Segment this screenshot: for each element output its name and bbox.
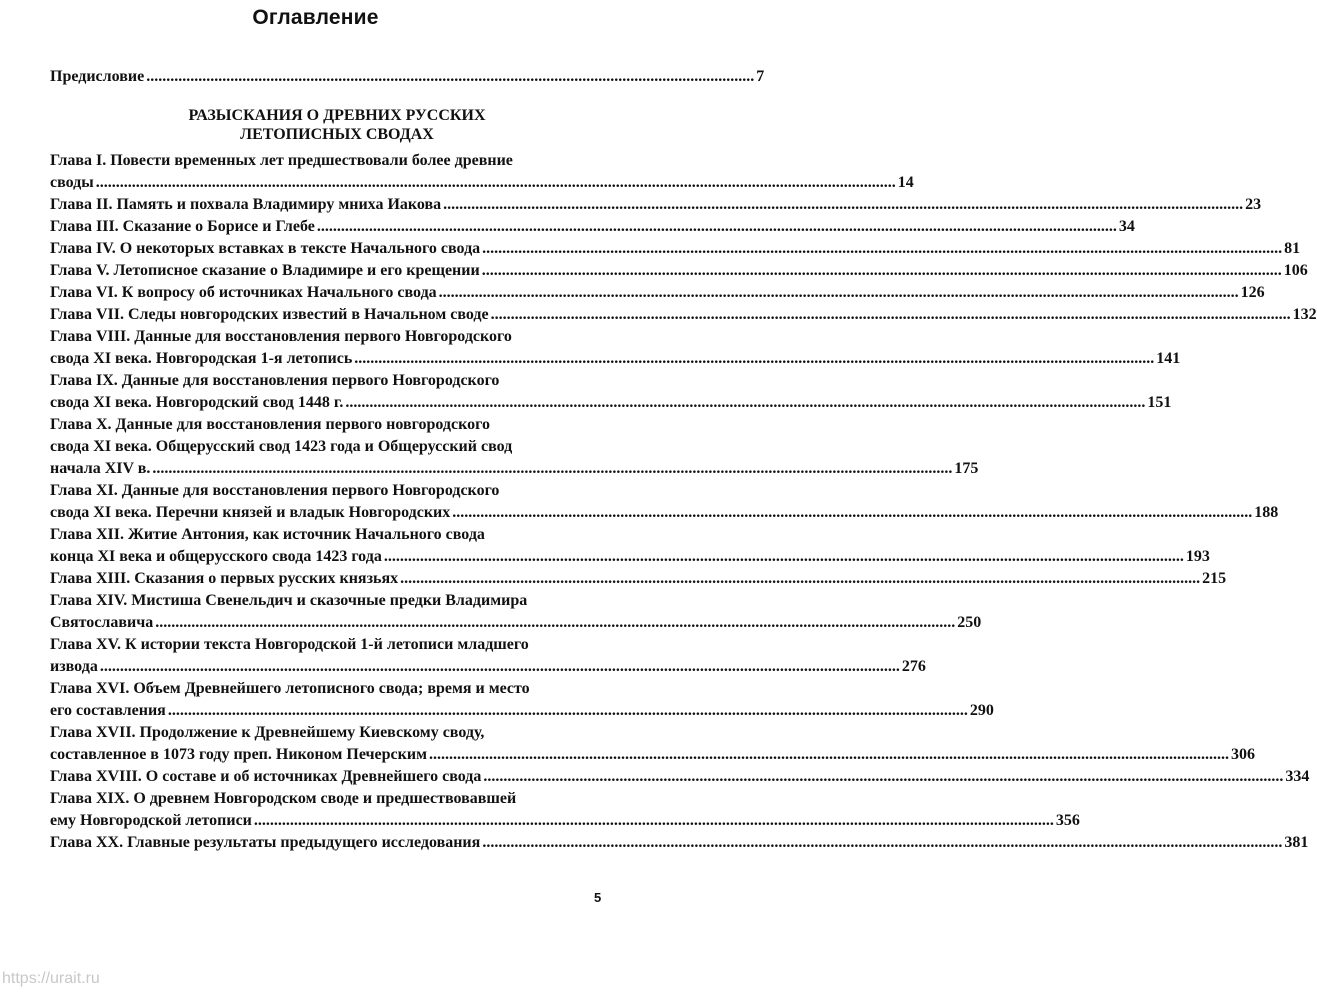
toc-entry-title-line: Глава II. Память и похвала Владимиру мниха Иакова	[50, 196, 442, 213]
toc-entry-chapter[interactable]	[50, 524, 1210, 568]
toc-entry-page: 23	[1245, 196, 1262, 213]
toc-entry-chapter[interactable]	[50, 766, 1310, 788]
toc-entry-title-line: Глава XVI. Объем Древнейшего летописного свода; время и место	[50, 680, 530, 697]
toc-entry-page: 81	[1284, 240, 1301, 257]
toc-entry-chapter[interactable]	[50, 590, 982, 634]
toc-entry-chapter[interactable]	[50, 832, 1309, 854]
toc-entry-chapter[interactable]	[50, 634, 926, 678]
leader-dots: ........................................................................................................................................................................................................	[490, 306, 1291, 323]
toc-entry-page: 151	[1147, 394, 1172, 411]
toc-entry-title-line: Глава I. Повести временных лет предшествовали более древние	[50, 152, 513, 169]
toc-entry-title-line: Глава XVII. Продолжение к Древнейшему Киевскому своду,	[50, 724, 485, 741]
toc-entry-page: 106	[1283, 262, 1308, 279]
toc-entry-title-line: свода XI века. Общерусский свод 1423 года и Общерусский свод	[50, 438, 513, 455]
toc-entry-page: 381	[1284, 834, 1309, 851]
toc-entry-chapter[interactable]	[50, 194, 1262, 216]
toc-entry-title-line: Глава XI. Данные для восстановления первого Новгородского	[50, 482, 500, 499]
watermark: https://urait.ru	[2, 970, 100, 987]
page-number: 5	[594, 890, 602, 905]
toc-entry-title-line: Святославича	[50, 614, 154, 631]
toc-entry-page: 188	[1254, 504, 1279, 521]
toc-entry-page: 34	[1118, 218, 1135, 235]
toc-entry-chapter[interactable]	[50, 216, 1135, 238]
leader-dots: ........................................................................................................................................................................................................	[99, 658, 900, 675]
section-heading-line-2: ЛЕТОПИСНЫХ СВОДАХ	[240, 126, 434, 143]
toc-entry-chapter[interactable]	[50, 568, 1227, 590]
toc-entry-title-line: свода XI века. Перечни князей и владык Новгородских	[50, 504, 451, 521]
toc-entry-title-line: его составления	[50, 702, 166, 719]
toc-entry-page: 126	[1240, 284, 1265, 301]
toc-entry-title-line: Глава V. Летописное сказание о Владимире и его крещении	[50, 262, 480, 279]
toc-entry-title-line: свода XI века. Новгородский свод 1448 г.	[50, 394, 344, 411]
leader-dots: ........................................................................................................................................................................................................	[253, 812, 1054, 829]
toc-entry-title-line: Глава IV. О некоторых вставках в тексте Начального свода	[50, 240, 481, 257]
toc-entry-title-line: Глава VI. К вопросу об источниках Начального свода	[50, 284, 437, 301]
toc-entry-chapter[interactable]	[50, 282, 1265, 304]
leader-dots: ........................................................................................................................................................................................................	[383, 548, 1184, 565]
toc-entry-page: 141	[1156, 350, 1181, 367]
page-title: Оглавление	[252, 6, 379, 29]
leader-dots: ........................................................................................................................................................................................................	[400, 570, 1201, 587]
toc-entry-title-line: свода XI века. Новгородская 1-я летопись	[50, 350, 353, 367]
toc-entry-title-line: составленное в 1073 году преп. Никоном Печерским	[50, 746, 427, 763]
toc-entry-page: 290	[969, 702, 994, 719]
toc-entry-page: 14	[897, 174, 914, 191]
toc-entry-page: 356	[1055, 812, 1080, 829]
leader-dots: ........................................................................................................................................................................................................	[95, 174, 896, 191]
leader-dots: ........................................................................................................................................................	[146, 68, 755, 85]
toc-entry-page: 276	[901, 658, 926, 675]
section-heading-line-1: РАЗЫСКАНИЯ О ДРЕВНИХ РУССКИХ	[188, 107, 486, 124]
leader-dots: ........................................................................................................................................................................................................	[152, 460, 953, 477]
leader-dots: ........................................................................................................................................................................................................	[354, 350, 1155, 367]
toc-entry-title-line: Глава XII. Житие Антония, как источник Начального свода	[50, 526, 485, 543]
toc-entry-chapter[interactable]	[50, 480, 1279, 524]
toc-entry-title-line: Глава VIII. Данные для восстановления первого Новгородского	[50, 328, 512, 345]
toc-entry-title-line: Глава IX. Данные для восстановления первого Новгородского	[50, 372, 500, 389]
leader-dots: ........................................................................................................................................................................................................	[482, 834, 1283, 851]
toc-entry-page: 132	[1292, 306, 1317, 323]
toc-entry-chapter[interactable]	[50, 304, 1317, 326]
toc-entry-title-line: начала XIV в.	[50, 460, 151, 477]
toc-entry-page: 250	[957, 614, 982, 631]
toc-entry-chapter[interactable]	[50, 370, 1172, 414]
toc-entry-page: 175	[954, 460, 979, 477]
toc-entry-chapter[interactable]	[50, 678, 994, 722]
section-heading	[50, 106, 624, 144]
toc-entry-chapter[interactable]	[50, 326, 1181, 370]
toc-entry-title-line: ему Новгородской летописи	[50, 812, 252, 829]
toc-entry-preface[interactable]	[50, 66, 765, 88]
toc-entry-chapter[interactable]	[50, 414, 979, 480]
leader-dots: ........................................................................................................................................................................................................	[481, 262, 1282, 279]
toc-entry-title-line: Глава XVIII. О составе и об источниках Древнейшего свода	[50, 768, 482, 785]
toc-entry-page: 306	[1230, 746, 1255, 763]
toc-preface	[50, 66, 765, 88]
toc-entry-title-line: Глава XIII. Сказания о первых русских князьях	[50, 570, 399, 587]
toc-entry-title-line: Глава XIX. О древнем Новгородском своде и предшествовавшей	[50, 790, 517, 807]
leader-dots: ........................................................................................................................................................................................................	[482, 240, 1283, 257]
leader-dots: ........................................................................................................................................................................................................	[483, 768, 1284, 785]
toc-entry-title-line: Глава III. Сказание о Борисе и Глебе	[50, 218, 315, 235]
toc-entry-chapter[interactable]	[50, 260, 1308, 282]
toc-entry-chapter[interactable]	[50, 238, 1301, 260]
toc-entry-title-line: Глава X. Данные для восстановления первого новгородского	[50, 416, 490, 433]
toc-chapters	[50, 150, 1317, 854]
toc-entry-page: 334	[1285, 768, 1310, 785]
toc-entry-page: 7	[756, 68, 765, 85]
leader-dots: ........................................................................................................................................................................................................	[316, 218, 1117, 235]
toc-entry-title-line: Глава XV. К истории текста Новгородской 1-й летописи младшего	[50, 636, 529, 653]
toc-entry-page: 215	[1202, 570, 1227, 587]
toc-entry-title-line: извода	[50, 658, 98, 675]
leader-dots: ........................................................................................................................................................................................................	[443, 196, 1244, 213]
leader-dots: ........................................................................................................................................................................................................	[438, 284, 1239, 301]
leader-dots: ........................................................................................................................................................................................................	[345, 394, 1146, 411]
leader-dots: ........................................................................................................................................................................................................	[167, 702, 968, 719]
leader-dots: ........................................................................................................................................................................................................	[428, 746, 1229, 763]
leader-dots: ........................................................................................................................................................................................................	[155, 614, 956, 631]
toc-entry-title-line: Глава VII. Следы новгородских известий в Начальном своде	[50, 306, 489, 323]
toc-entry-chapter[interactable]	[50, 150, 914, 194]
toc-entry-title-line: Глава XX. Главные результаты предыдущего исследования	[50, 834, 481, 851]
toc-entry-title-line: Глава XIV. Мистиша Свенельдич и сказочные предки Владимира	[50, 592, 528, 609]
toc-entry-title-line: конца XI века и общерусского свода 1423 года	[50, 548, 382, 565]
toc-entry-chapter[interactable]	[50, 788, 1080, 832]
toc-entry-title: Предисловие	[50, 68, 145, 85]
toc-entry-title-line: своды	[50, 174, 94, 191]
toc-entry-chapter[interactable]	[50, 722, 1255, 766]
leader-dots: ........................................................................................................................................................................................................	[452, 504, 1253, 521]
toc-entry-page: 193	[1185, 548, 1210, 565]
